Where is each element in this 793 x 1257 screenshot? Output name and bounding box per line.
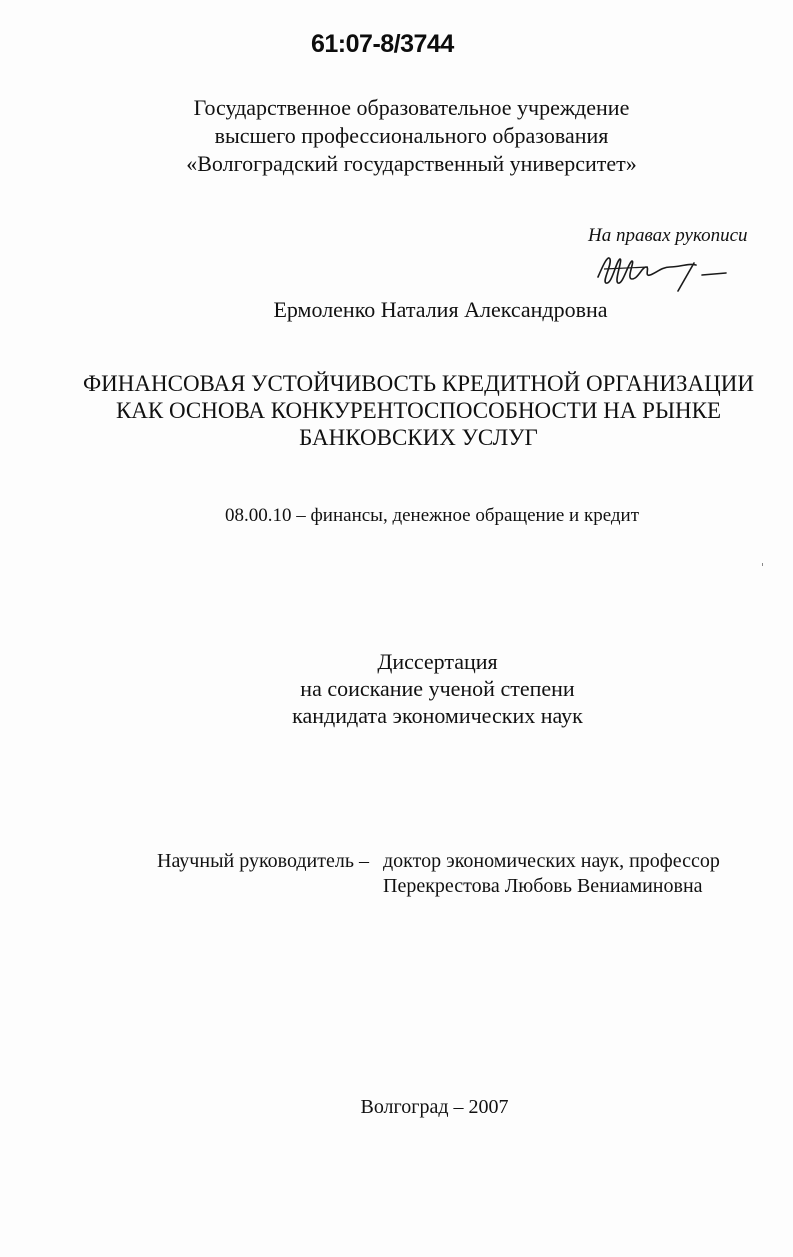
institution-block xyxy=(0,94,793,178)
scan-speck xyxy=(762,563,763,566)
title-line: ФИНАНСОВАЯ УСТОЙЧИВОСТЬ КРЕДИТНОЙ ОРГАНИЗАЦИИ xyxy=(83,371,754,396)
signature-icon xyxy=(590,245,740,295)
city-year-text: Волгоград – 2007 xyxy=(360,1096,509,1118)
institution-line: Государственное образовательное учреждение xyxy=(193,95,630,120)
manuscript-note: На правах рукописи xyxy=(588,225,748,246)
advisor-label: Научный руководитель – xyxy=(157,850,369,872)
author-name xyxy=(0,297,793,323)
title-line: БАНКОВСКИХ УСЛУГ xyxy=(299,425,538,450)
degree-block xyxy=(0,648,793,729)
degree-line: на соискание ученой степени xyxy=(300,676,575,701)
dissertation-title xyxy=(0,370,793,451)
degree-line: кандидата экономических наук xyxy=(292,703,583,728)
advisor-name: Перекрестова Любовь Вениаминовна xyxy=(383,875,703,897)
archive-code: 61:07-8/3744 xyxy=(311,30,454,58)
institution-line: высшего профессионального образования xyxy=(214,123,609,148)
title-line: КАК ОСНОВА КОНКУРЕНТОСПОСОБНОСТИ НА РЫНКЕ xyxy=(115,398,722,423)
specialty-code: 08.00.10 – финансы, денежное обращение и кредит xyxy=(225,505,640,526)
degree-line: Диссертация xyxy=(377,649,498,674)
institution-line: «Волгоградский государственный университет» xyxy=(186,151,637,176)
author-name-text: Ермоленко Наталия Александровна xyxy=(273,297,608,322)
advisor-degree: доктор экономических наук, профессор xyxy=(383,850,720,872)
city-year xyxy=(0,1096,793,1119)
